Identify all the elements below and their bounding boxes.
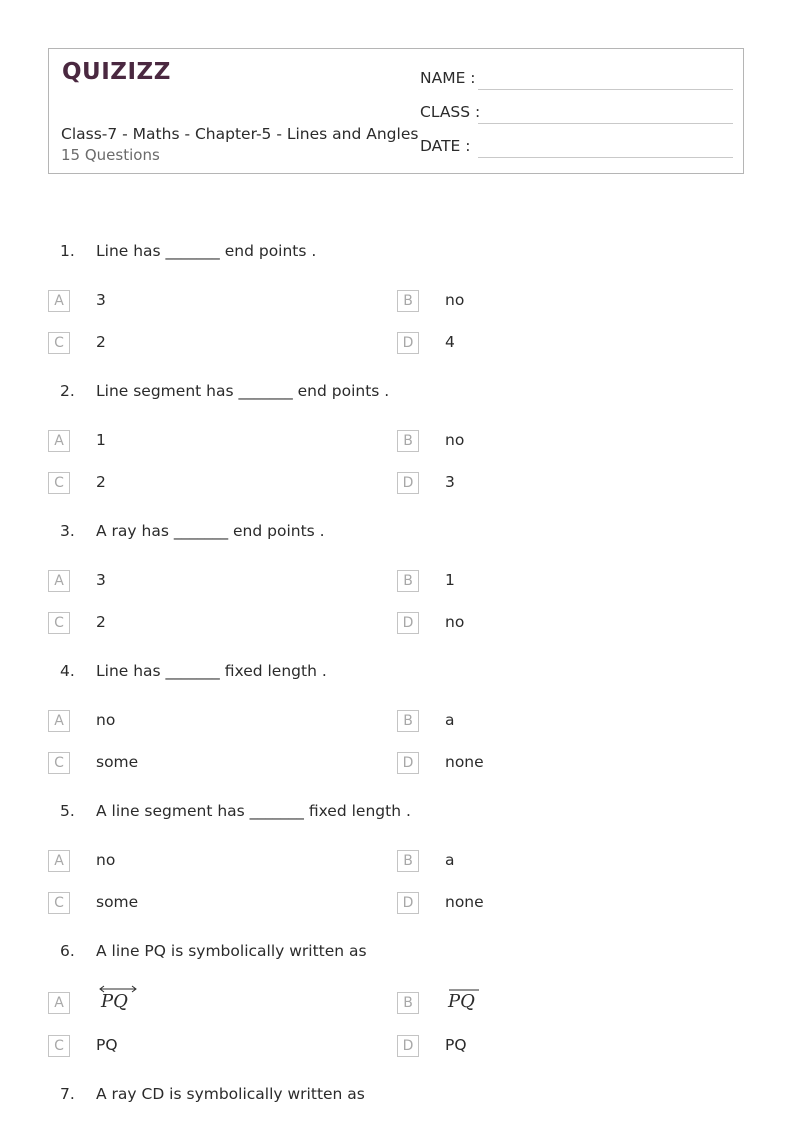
option-text: PQ	[445, 1036, 467, 1054]
worksheet-title: Class-7 - Maths - Chapter-5 - Lines and Angles	[61, 125, 419, 143]
option-box-c[interactable]: C	[48, 1035, 70, 1057]
option-box-b[interactable]: B	[397, 430, 419, 452]
option-text: some	[96, 753, 139, 771]
question-1: 1. Line has _______ end points .	[60, 242, 317, 260]
option-text: 3	[445, 473, 455, 491]
question-7: 7. A ray CD is symbolically written as	[60, 1085, 365, 1103]
question-count: 15 Questions	[61, 146, 160, 164]
worksheet-header	[48, 48, 744, 174]
option-text: some	[96, 893, 139, 911]
option-box-d[interactable]: D	[397, 332, 419, 354]
option-text: 4	[445, 333, 455, 351]
line-notation-pq	[98, 984, 138, 1016]
option-text: no	[445, 613, 465, 631]
option-text: 1	[96, 431, 106, 449]
question-3: 3. A ray has _______ end points .	[60, 522, 325, 540]
option-text: no	[96, 711, 116, 729]
option-box-c[interactable]: C	[48, 892, 70, 914]
option-box-c[interactable]: C	[48, 472, 70, 494]
class-label: CLASS :	[420, 103, 481, 121]
option-box-b[interactable]: B	[397, 290, 419, 312]
option-text: no	[445, 431, 465, 449]
segment-notation-pq	[447, 984, 487, 1016]
option-text: PQ	[101, 991, 128, 1012]
option-box-c[interactable]: C	[48, 612, 70, 634]
question-4: 4. Line has _______ fixed length .	[60, 662, 327, 680]
option-box-b[interactable]: B	[397, 570, 419, 592]
option-text: 2	[96, 333, 106, 351]
option-text: 1	[445, 571, 455, 589]
option-box-d[interactable]: D	[397, 612, 419, 634]
option-text: none	[445, 893, 484, 911]
name-line[interactable]	[478, 89, 733, 90]
option-box-b[interactable]: B	[397, 992, 419, 1014]
option-box-a[interactable]: A	[48, 430, 70, 452]
option-text: no	[445, 291, 465, 309]
question-2: 2. Line segment has _______ end points .	[60, 382, 390, 400]
option-text: no	[96, 851, 116, 869]
question-6: 6. A line PQ is symbolically written as	[60, 942, 367, 960]
option-box-b[interactable]: B	[397, 710, 419, 732]
name-label: NAME :	[420, 69, 476, 87]
option-box-d[interactable]: D	[397, 752, 419, 774]
class-line[interactable]	[478, 123, 733, 124]
option-text: 2	[96, 473, 106, 491]
option-text: 2	[96, 613, 106, 631]
option-text: PQ	[448, 991, 475, 1012]
option-box-d[interactable]: D	[397, 472, 419, 494]
option-box-a[interactable]: A	[48, 992, 70, 1014]
option-box-a[interactable]: A	[48, 290, 70, 312]
option-box-d[interactable]: D	[397, 892, 419, 914]
option-text: a	[445, 851, 455, 869]
option-text: a	[445, 711, 455, 729]
option-text: 3	[96, 571, 106, 589]
date-label: DATE :	[420, 137, 471, 155]
option-box-c[interactable]: C	[48, 752, 70, 774]
option-box-c[interactable]: C	[48, 332, 70, 354]
date-line[interactable]	[478, 157, 733, 158]
quizizz-logo: QUIZIZZ	[62, 59, 171, 85]
question-5: 5. A line segment has _______ fixed length .	[60, 802, 411, 820]
option-text: PQ	[96, 1036, 118, 1054]
option-box-d[interactable]: D	[397, 1035, 419, 1057]
option-box-a[interactable]: A	[48, 850, 70, 872]
option-text: none	[445, 753, 484, 771]
option-box-b[interactable]: B	[397, 850, 419, 872]
option-box-a[interactable]: A	[48, 710, 70, 732]
option-box-a[interactable]: A	[48, 570, 70, 592]
option-text: 3	[96, 291, 106, 309]
